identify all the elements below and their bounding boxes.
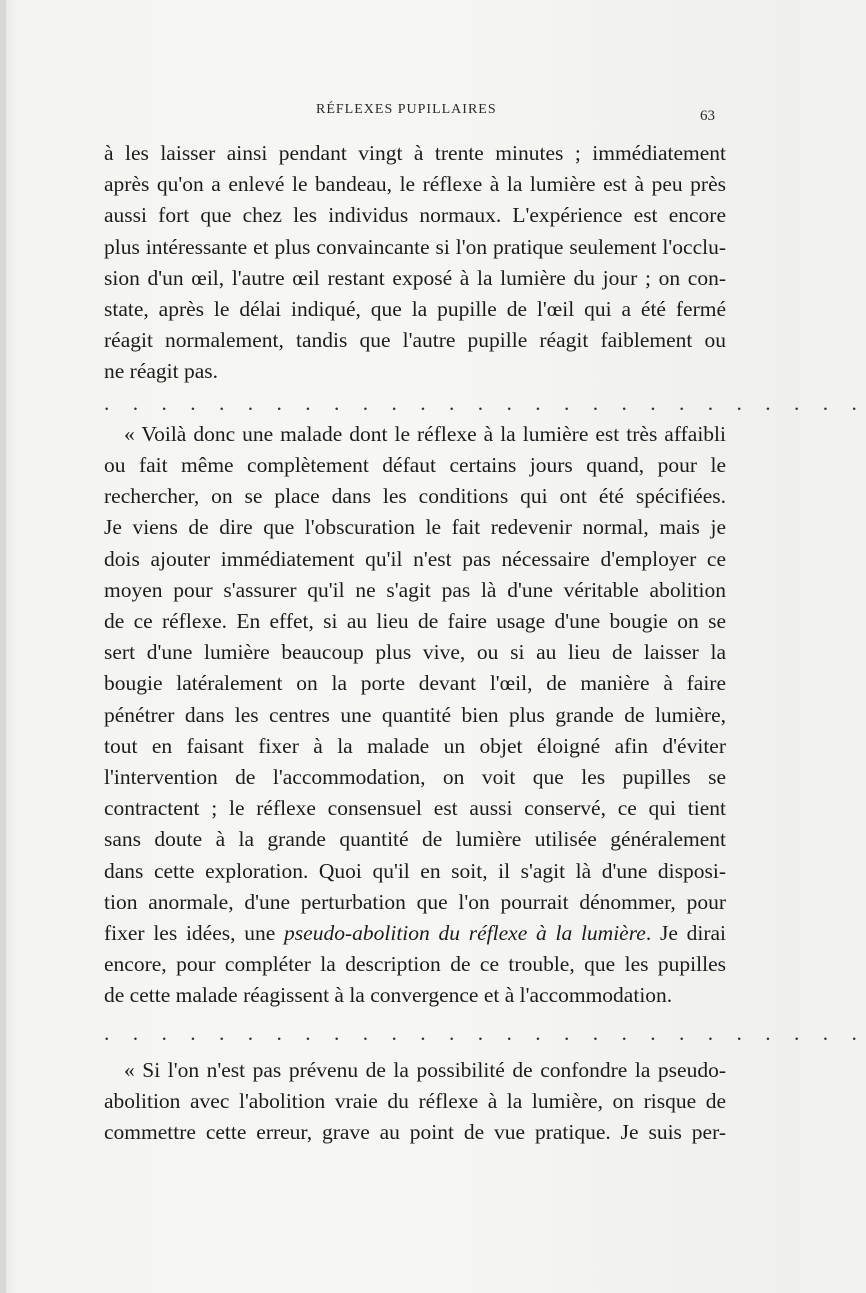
paragraph-1 bbox=[104, 138, 726, 388]
text-fragment: . Je dirai bbox=[645, 921, 727, 946]
text-line: rechercher, on se place dans les conditions qui ont été spécifiées. bbox=[104, 484, 726, 509]
text-line: sion d'un œil, l'autre œil restant exposé à la lumière du jour ; on con- bbox=[104, 265, 726, 290]
italic-phrase: pseudo-abolition du réflexe à la lumière bbox=[284, 921, 646, 946]
text-line: encore, pour compléter la description de ce trouble, que les pupilles bbox=[104, 952, 726, 977]
text-line: ne réagit pas. bbox=[104, 359, 219, 384]
text-line: aussi fort que chez les individus normaux. L'expérience est encore bbox=[104, 203, 726, 228]
page-edge-shadow bbox=[0, 0, 6, 1293]
text-line-with-italic bbox=[104, 918, 726, 949]
text-line: dans cette exploration. Quoi qu'il en soit, il s'agit là d'une disposi- bbox=[104, 858, 726, 883]
ellipsis-dots-2: . . . . . . . . . . . . . . . . . . . . . . . . . . . bbox=[104, 1020, 866, 1045]
paragraph-2 bbox=[104, 419, 726, 1012]
text-line: « Si l'on n'est pas prévenu de la possibilité de confondre la pseudo- bbox=[124, 1057, 726, 1082]
text-line: plus intéressante et plus convaincante si l'on pratique seulement l'occlu- bbox=[104, 234, 726, 259]
text-fragment: fixer les idées, une bbox=[104, 921, 285, 946]
text-line: state, après le délai indiqué, que la pupille de l'œil qui a été fermé bbox=[104, 297, 726, 322]
text-line: abolition avec l'abolition vraie du réflexe à la lumière, on risque de bbox=[104, 1089, 726, 1114]
text-line: dois ajouter immédiatement qu'il n'est pas nécessaire d'employer ce bbox=[104, 546, 726, 571]
text-line: ou fait même complètement défaut certains jours quand, pour le bbox=[104, 453, 726, 478]
text-line: réagit normalement, tandis que l'autre pupille réagit faiblement ou bbox=[104, 328, 726, 353]
text-line: « Voilà donc une malade dont le réflexe à la lumière est très affaibli bbox=[124, 421, 726, 446]
page-number: 63 bbox=[700, 108, 715, 124]
text-line: commettre cette erreur, grave au point de vue pratique. Je suis per- bbox=[104, 1120, 726, 1145]
page-header bbox=[0, 100, 800, 130]
text-line: de ce réflexe. En effet, si au lieu de faire usage d'une bougie on se bbox=[104, 609, 726, 634]
text-line: tout en faisant fixer à la malade un objet éloigné afin d'éviter bbox=[104, 733, 726, 758]
text-line: l'intervention de l'accommodation, on voit que les pupilles se bbox=[104, 765, 726, 790]
text-line: pénétrer dans les centres une quantité bien plus grande de lumière, bbox=[104, 702, 726, 727]
running-title: RÉFLEXES PUPILLAIRES bbox=[316, 102, 497, 117]
text-line: sans doute à la grande quantité de lumière utilisée généralement bbox=[104, 827, 726, 852]
text-line: bougie latéralement on la porte devant l'œil, de manière à faire bbox=[104, 671, 726, 696]
text-line: après qu'on a enlevé le bandeau, le réflexe à la lumière est à peu près bbox=[104, 172, 726, 197]
body-text bbox=[104, 138, 866, 1148]
ellipsis-dots-1: . . . . . . . . . . . . . . . . . . . . . . . . . . . bbox=[104, 390, 866, 415]
text-line: tion anormale, d'une perturbation que l'on pourrait dénommer, pour bbox=[104, 889, 726, 914]
text-line: contractent ; le réflexe consensuel est aussi conservé, ce qui tient bbox=[104, 796, 726, 821]
text-line: moyen pour s'assurer qu'il ne s'agit pas là d'une véritable abolition bbox=[104, 577, 726, 602]
paragraph-3 bbox=[104, 1055, 726, 1149]
text-line: Je viens de dire que l'obscuration le fait redevenir normal, mais je bbox=[104, 515, 726, 540]
text-line: de cette malade réagissent à la convergence et à l'accommodation. bbox=[104, 983, 673, 1008]
text-line: sert d'une lumière beaucoup plus vive, ou si au lieu de laisser la bbox=[104, 640, 726, 665]
text-line: à les laisser ainsi pendant vingt à trente minutes ; immédiatement bbox=[104, 141, 726, 165]
